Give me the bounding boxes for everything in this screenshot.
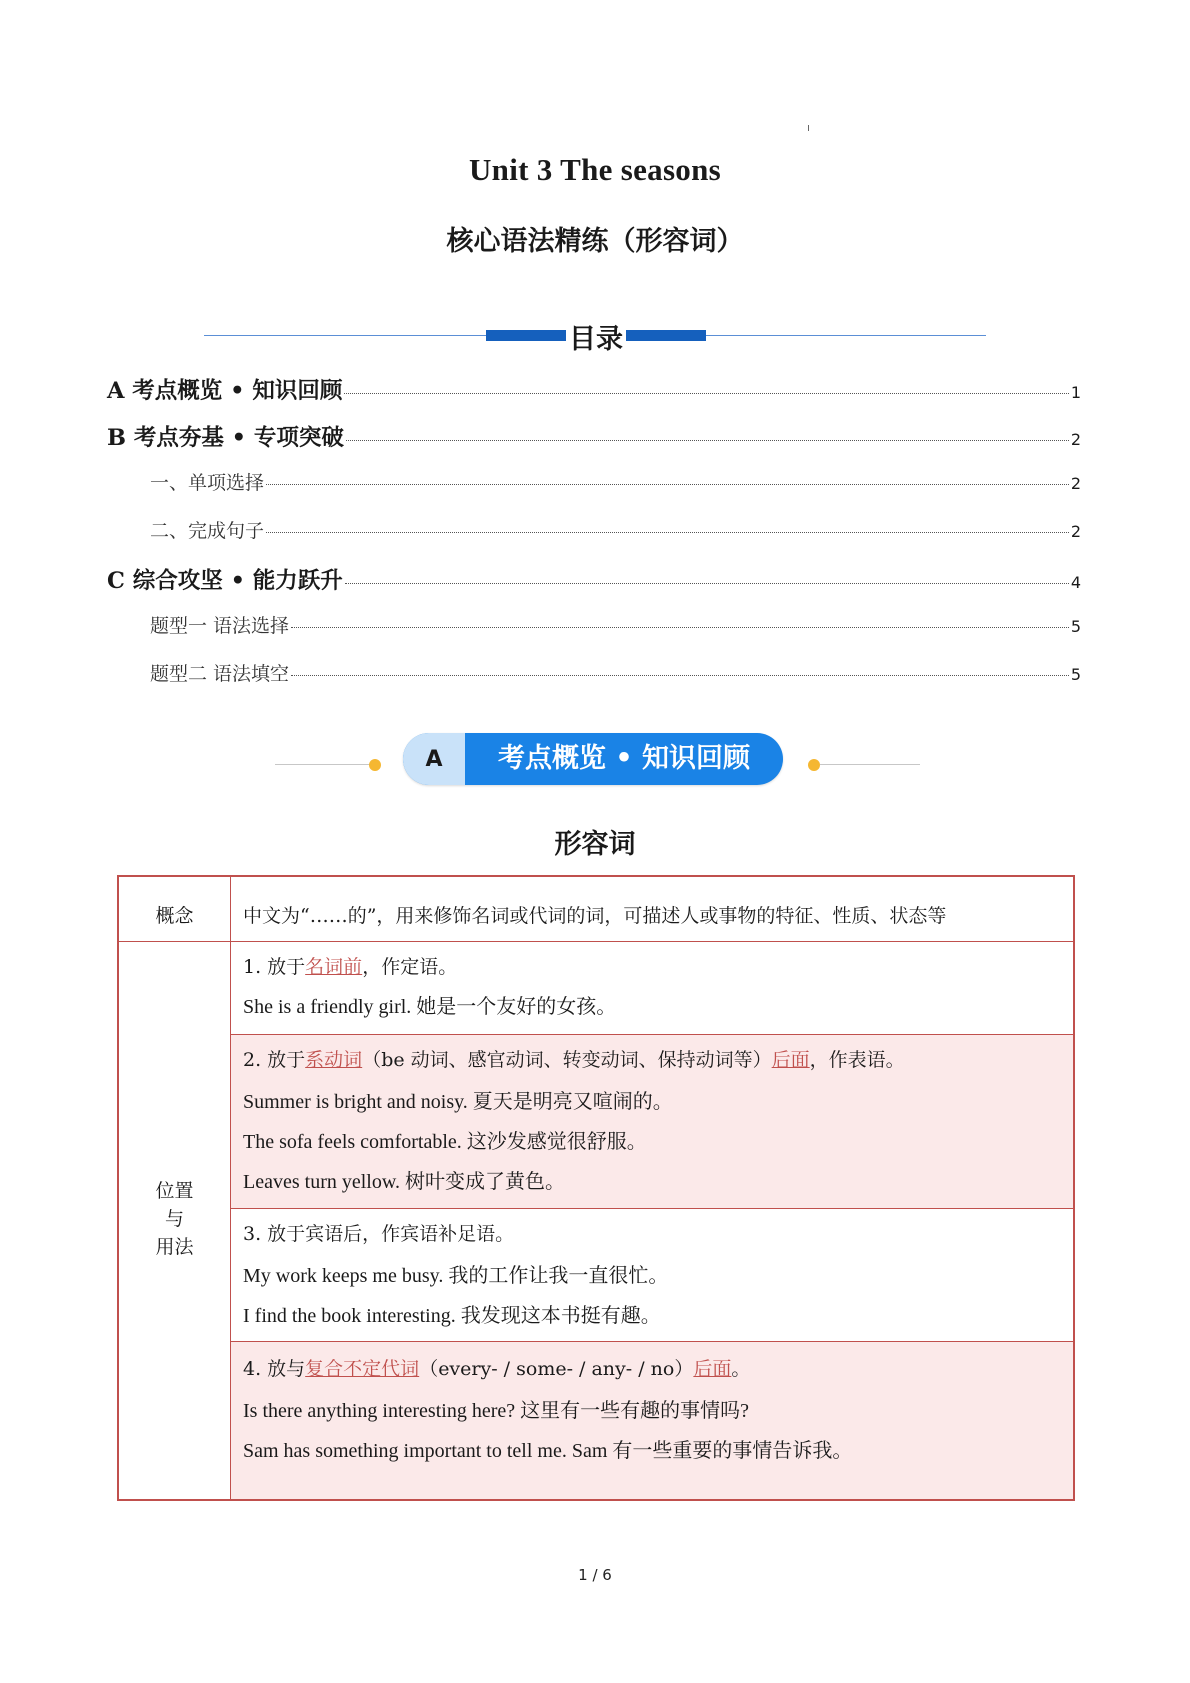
example: I find the book interesting. 我发现这本书挺有趣。 xyxy=(243,1305,661,1327)
keyword: 后面 xyxy=(693,1358,732,1380)
toc-entry-b1[interactable] xyxy=(150,468,1081,500)
usage-row-3 xyxy=(231,1209,1073,1341)
toc-entry-page: 1 xyxy=(1070,383,1081,402)
section-title: 形容词 xyxy=(554,829,636,860)
toc-rule-left xyxy=(204,335,486,336)
toc-leader xyxy=(344,393,1068,394)
grammar-table xyxy=(117,875,1075,1501)
example: Is there anything interesting here? 这里有一些有趣的事情吗? xyxy=(243,1400,749,1422)
toc-leader xyxy=(266,484,1069,485)
toc-entry-c1[interactable] xyxy=(150,611,1081,643)
concept-text-line: 中文为“……的”，用来修饰名词或代词的词，可描述人或事物的特征、性质、状态等 xyxy=(243,905,947,927)
toc-heading xyxy=(204,313,986,357)
toc-entry-a[interactable] xyxy=(107,373,1081,405)
banner-dot-left xyxy=(369,759,381,771)
toc-entry-page: 2 xyxy=(1070,474,1081,493)
toc-bar-left xyxy=(486,330,566,341)
toc-rule-right xyxy=(706,335,986,336)
toc-entry-page: 2 xyxy=(1070,430,1081,449)
toc-entry-b2[interactable] xyxy=(150,516,1081,548)
toc-bar-right xyxy=(626,330,706,341)
page-subtitle: 核心语法精练（形容词） xyxy=(446,226,744,257)
example: Leaves turn yellow. 树叶变成了黄色。 xyxy=(243,1171,565,1193)
keyword: 系动词 xyxy=(305,1049,363,1071)
toc-entry-label: A 考点概览 • 知识回顾 xyxy=(107,378,343,404)
keyword: 复合不定代词 xyxy=(305,1358,420,1380)
toc-entry-label: 一、单项选择 xyxy=(150,472,265,494)
page-number: 1 / 6 xyxy=(578,1566,612,1584)
toc-entry-page: 5 xyxy=(1070,665,1081,684)
usage-label-2: 与 xyxy=(164,1208,184,1230)
keyword: 名词前 xyxy=(305,956,363,978)
toc-entry-page: 2 xyxy=(1070,522,1081,541)
banner-rule-right xyxy=(820,764,920,765)
banner-rule-left xyxy=(275,764,375,765)
usage-label-1: 位置 xyxy=(155,1180,194,1202)
example: My work keeps me busy. 我的工作让我一直很忙。 xyxy=(243,1265,669,1287)
usage-row-1 xyxy=(231,942,1073,1034)
usage-row-2 xyxy=(231,1035,1073,1208)
example: Summer is bright and noisy. 夏天是明亮又喧闹的。 xyxy=(243,1091,673,1113)
toc-entry-label: 题型一 语法选择 xyxy=(150,615,290,637)
usage-row-4-head: 4. 放与复合不定代词（every- / some- / any- / no）后面。 xyxy=(243,1358,751,1380)
concept-label: 概念 xyxy=(155,905,194,927)
banner-text: 考点概览 • 知识回顾 xyxy=(497,743,751,774)
toc-entry-label: 题型二 语法填空 xyxy=(150,663,290,685)
toc-entry-label: B 考点夯基 • 专项突破 xyxy=(107,425,344,451)
keyword: 后面 xyxy=(771,1049,810,1071)
banner-pill xyxy=(403,733,783,785)
page-title: Unit 3 The seasons xyxy=(468,152,722,187)
toc-leader xyxy=(291,675,1069,676)
toc-entry-b[interactable] xyxy=(107,420,1081,452)
usage-label xyxy=(119,1177,230,1261)
toc-entry-label: 二、完成句子 xyxy=(150,520,265,542)
example: The sofa feels comfortable. 这沙发感觉很舒服。 xyxy=(243,1131,647,1153)
toc-leader xyxy=(291,627,1069,628)
toc-leader xyxy=(266,532,1069,533)
usage-label-3: 用法 xyxy=(155,1236,194,1258)
usage-row-1-head: 1. 放于名词前，作定语。 xyxy=(243,956,458,978)
usage-row-3-head: 3. 放于宾语后，作宾语补足语。 xyxy=(243,1223,515,1245)
toc-entry-page: 4 xyxy=(1070,573,1081,592)
example: Sam has something important to tell me. Sam 有一些重要的事情告诉我。 xyxy=(243,1440,853,1462)
usage-row-4 xyxy=(231,1342,1073,1499)
section-banner xyxy=(265,730,925,790)
toc-entry-c[interactable] xyxy=(107,563,1081,595)
usage-row-2-head: 2. 放于系动词（be 动词、感官动词、转变动词、保持动词等）后面，作表语。 xyxy=(243,1049,905,1071)
example: She is a friendly girl. 她是一个友好的女孩。 xyxy=(243,996,617,1018)
toc-entry-c2[interactable] xyxy=(150,659,1081,691)
toc-entry-label: C 综合攻坚 • 能力跃升 xyxy=(107,568,343,594)
page-mark xyxy=(808,125,809,131)
banner-dot-right xyxy=(808,759,820,771)
banner-badge: A xyxy=(403,733,465,785)
toc-entry-page: 5 xyxy=(1070,617,1081,636)
toc-heading-label: 目录 xyxy=(569,324,623,355)
toc-leader xyxy=(346,440,1069,441)
toc-leader xyxy=(345,583,1069,584)
